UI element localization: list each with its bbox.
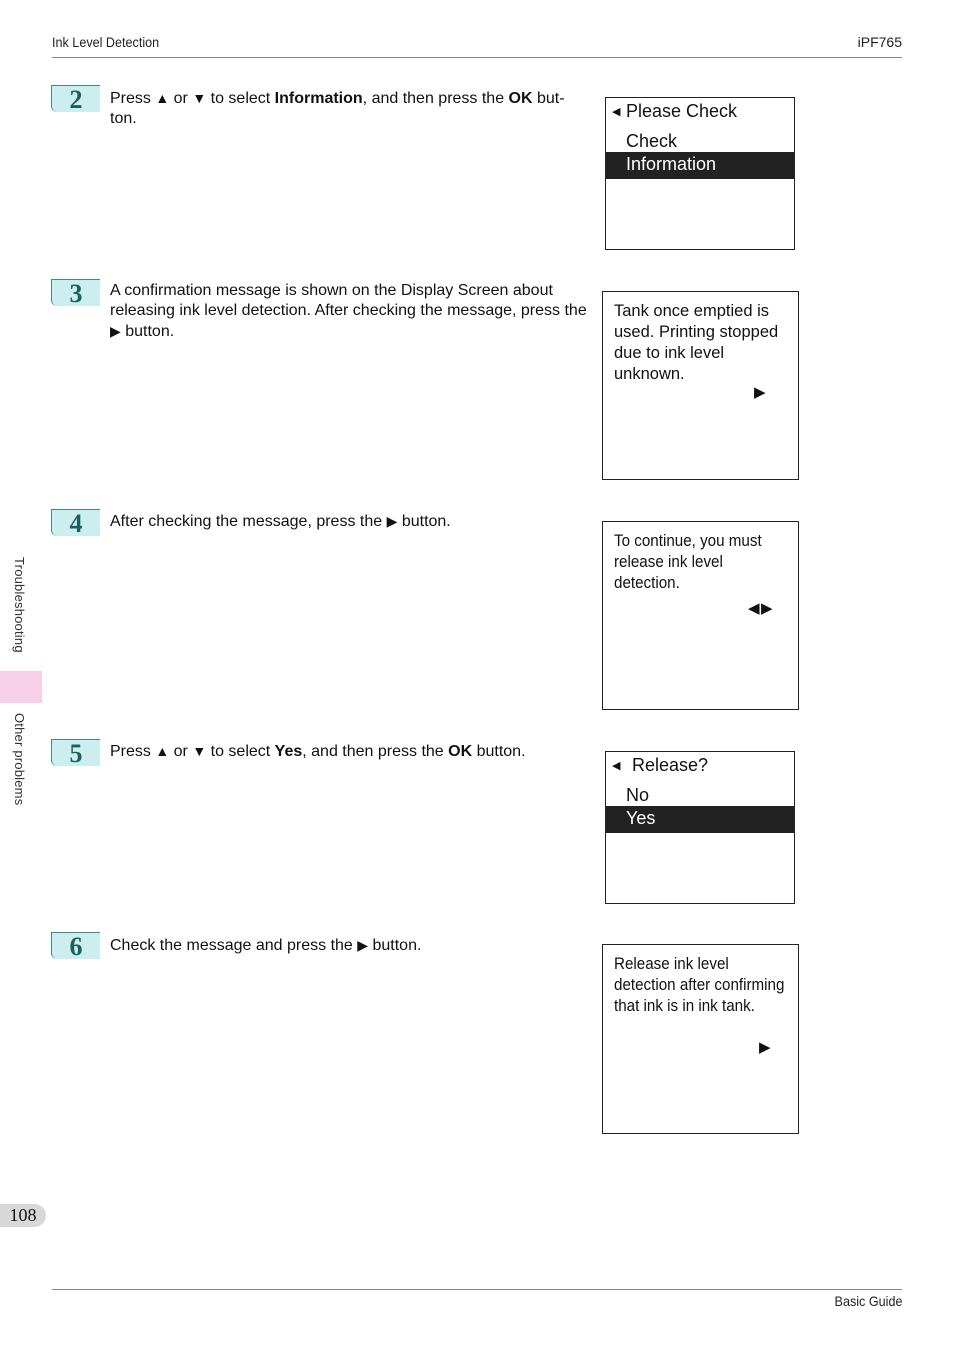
step-number: 6 bbox=[51, 932, 100, 959]
back-arrow-icon: ◀ bbox=[612, 106, 621, 118]
display-screen bbox=[602, 521, 799, 710]
sidebar-chapter-label: Troubleshooting bbox=[12, 557, 27, 653]
step-instruction: Press ▲ or ▼ to select Information, and then press the OK but-ton. bbox=[110, 90, 565, 127]
header-model-name: iPF765 bbox=[857, 34, 902, 50]
header-section-title: Ink Level Detection bbox=[52, 34, 160, 50]
step-instruction: After checking the message, press the ▶ button. bbox=[110, 513, 451, 530]
next-arrow-icon: ▶ bbox=[759, 1039, 771, 1056]
display-screen bbox=[602, 291, 799, 480]
menu-item-selected: Information bbox=[606, 152, 794, 179]
right-arrow-icon: ▶ bbox=[110, 323, 121, 339]
step-number: 5 bbox=[51, 739, 100, 766]
sidebar-section-label: Other problems bbox=[12, 713, 27, 806]
screen-message: Tank once emptied is used. Printing stopped due to ink level unknown. bbox=[614, 302, 779, 383]
step-instruction: Press ▲ or ▼ to select Yes, and then press the OK button. bbox=[110, 743, 526, 760]
up-arrow-icon: ▲ bbox=[155, 90, 170, 106]
footer-guide-title: Basic Guide bbox=[834, 1293, 902, 1309]
display-screen bbox=[602, 944, 799, 1134]
sidebar-section-tab bbox=[0, 671, 42, 703]
up-arrow-icon: ▲ bbox=[155, 743, 170, 759]
next-arrow-icon: ▶ bbox=[754, 384, 766, 401]
screen-title: Release? bbox=[632, 755, 709, 775]
step-instruction: Check the message and press the ▶ button. bbox=[110, 937, 422, 954]
back-arrow-icon: ◀ bbox=[612, 760, 621, 772]
menu-item: Check bbox=[626, 131, 678, 151]
down-arrow-icon: ▼ bbox=[192, 743, 207, 759]
footer-rule bbox=[52, 1289, 902, 1290]
right-arrow-icon: ▶ bbox=[386, 513, 398, 529]
menu-item: No bbox=[626, 785, 650, 805]
right-arrow-icon: ▶ bbox=[357, 937, 369, 953]
screen-message: To continue, you must release ink level detection. bbox=[614, 532, 762, 592]
step-number: 3 bbox=[51, 279, 100, 306]
display-screen bbox=[605, 97, 795, 250]
menu-item-selected: Yes bbox=[606, 806, 794, 833]
step-number: 2 bbox=[51, 85, 100, 112]
page-number: 108 bbox=[0, 1204, 46, 1227]
step-number: 4 bbox=[51, 509, 100, 536]
down-arrow-icon: ▼ bbox=[192, 90, 207, 106]
screen-message: Release ink level detection after confirming that ink is in ink tank. bbox=[614, 955, 785, 1015]
step-instruction: A confirmation message is shown on the Display Screen about releasing ink level detection. After checking the message, press the ▶ button. bbox=[110, 282, 587, 340]
next-arrow-icon: ▶ bbox=[761, 600, 773, 617]
previous-arrow-icon: ◀ bbox=[748, 600, 760, 617]
header-rule bbox=[52, 57, 902, 58]
display-screen bbox=[605, 751, 795, 904]
screen-title: Please Check bbox=[626, 101, 738, 121]
